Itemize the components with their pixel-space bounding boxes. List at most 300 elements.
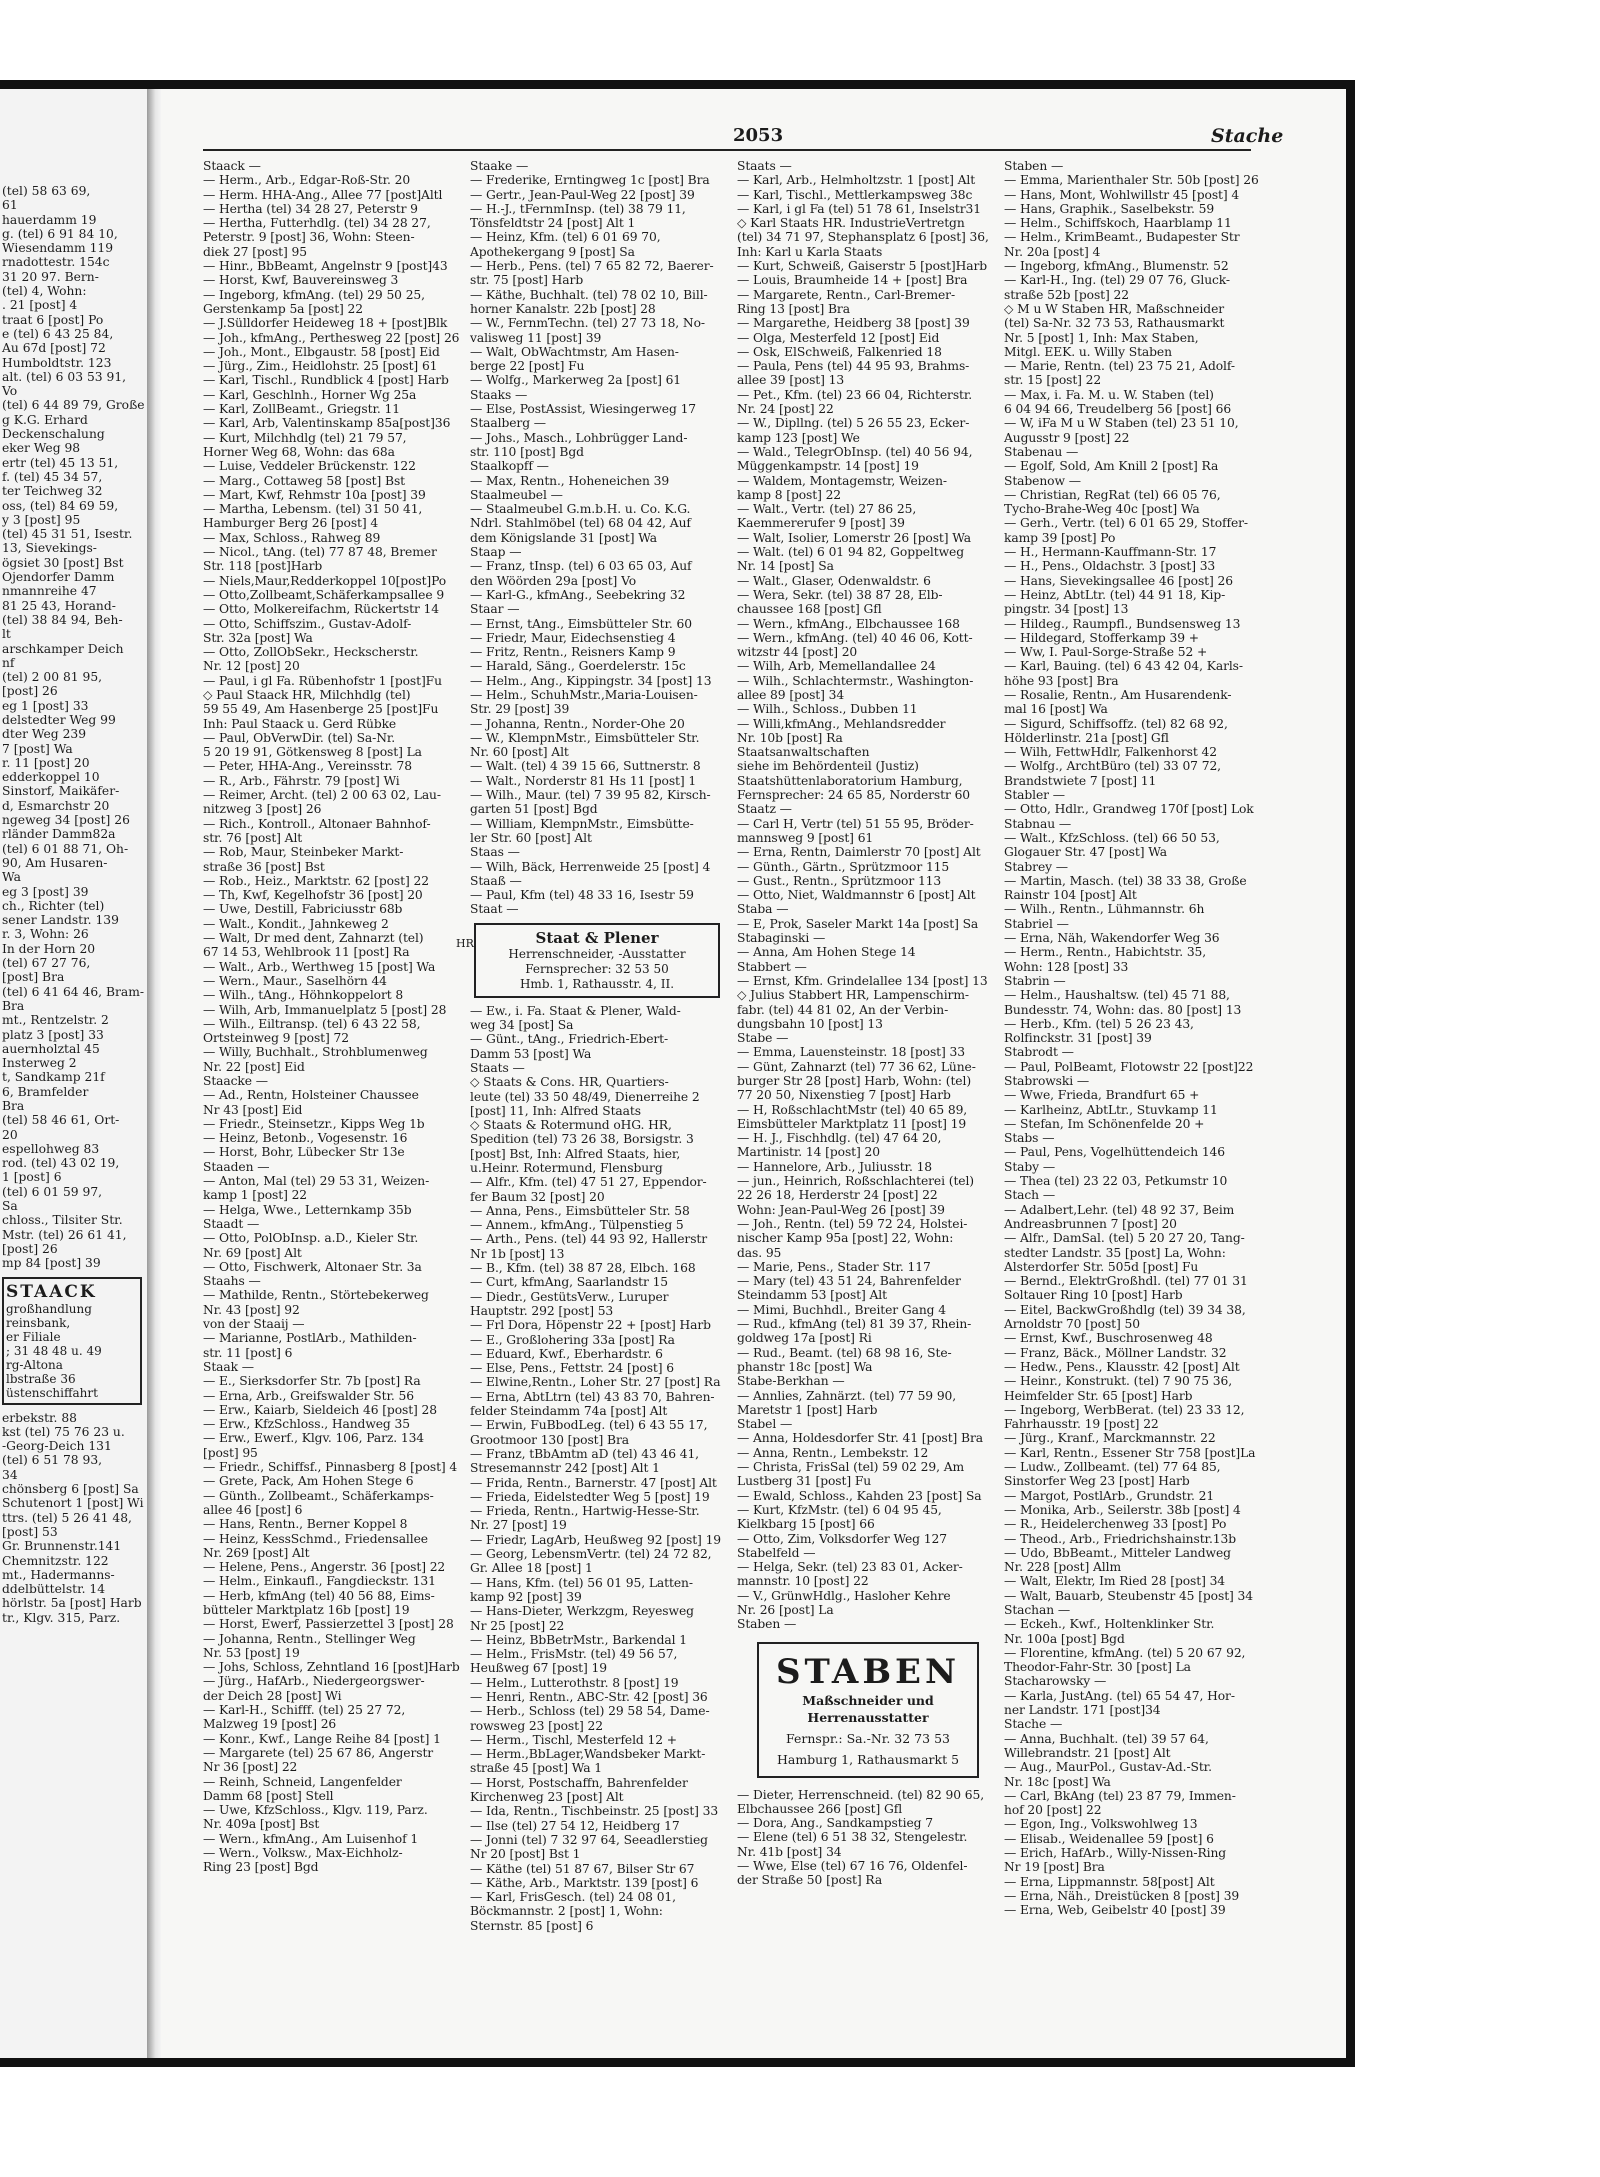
directory-entry: alt. (tel) 6 03 53 91, <box>2 369 127 384</box>
left-page-column <box>2 184 145 2044</box>
directory-entry: — Herb., Kfm. (tel) 5 26 23 43, <box>1004 1016 1194 1031</box>
hr-mark: HR <box>456 936 474 950</box>
directory-entry: — Ww, I. Paul-Sorge-Straße 52 + <box>1004 645 1208 660</box>
directory-entry: — Elisab., Weidenallee 59 [post] 6 <box>1004 1831 1214 1846</box>
directory-entry: ngeweg 34 [post] 26 <box>2 813 130 828</box>
directory-entry: Malzweg 19 [post] 26 <box>203 1717 337 1732</box>
directory-entry: 13, Sievekings- <box>2 541 97 556</box>
directory-entry: Deckenschalung <box>2 427 105 442</box>
directory-entry: Vo <box>2 384 18 399</box>
directory-entry: Nr 25 [post] 22 <box>470 1618 565 1633</box>
directory-entry: — Herm., Arb., Edgar-Roß-Str. 20 <box>203 173 411 188</box>
directory-entry: — Rud., Beamt. (tel) 68 98 16, Ste- <box>737 1345 952 1360</box>
directory-entry: — Georg, LebensmVertr. (tel) 24 72 82, <box>470 1547 712 1562</box>
directory-entry: der Straße 50 [post] Ra <box>737 1873 883 1888</box>
directory-entry: ◇ Staats & Cons. HR, Quartiers- <box>470 1075 669 1090</box>
directory-entry: Staby — <box>1004 1159 1056 1174</box>
directory-entry: Gr. Allee 18 [post] 1 <box>470 1561 593 1576</box>
directory-entry: — Aug., MaurPol., Gustav-Ad.-Str. <box>1004 1760 1212 1775</box>
directory-entry: Rainstr 104 [post] Alt <box>1004 888 1137 903</box>
directory-entry: Ring 23 [post] Bgd <box>203 1860 319 1875</box>
directory-entry: — Helm., Lutterothstr. 8 [post] 19 <box>470 1675 679 1690</box>
directory-entry: — Wolfg., Markerweg 2a [post] 61 <box>470 373 682 388</box>
directory-entry: Böckmannstr. 2 [post] 1, Wohn: <box>470 1904 663 1919</box>
directory-entry: — Eckeh., Kwf., Holtenklinker Str. <box>1004 1617 1215 1632</box>
directory-entry: Staak — <box>203 1359 254 1374</box>
directory-entry: — Nicol., tAng. (tel) 77 87 48, Bremer <box>203 545 437 560</box>
directory-entry: Wiesendamm 119 <box>2 241 114 256</box>
directory-entry: Steindamm 53 [post] Alt <box>737 1288 887 1303</box>
directory-entry: — Margot, PostlArb., Grundstr. 21 <box>1004 1488 1215 1503</box>
directory-entry: Bra <box>2 1099 25 1113</box>
directory-entry: Hauptstr. 292 [post] 53 <box>470 1303 614 1318</box>
directory-entry: Stabrey — <box>1004 859 1068 874</box>
directory-entry: (tel) 6 41 64 46, Bram- <box>2 984 145 999</box>
directory-entry: ttrs. (tel) 5 26 41 48, <box>2 1510 132 1525</box>
directory-entry: Bra <box>2 998 25 1013</box>
staat-ad-line-3: Hmb. 1, Rathausstr. 4, II. <box>519 976 675 991</box>
directory-entry: straße 45 [post] Wa 1 <box>470 1761 602 1776</box>
directory-entry: Staats — <box>737 159 792 173</box>
directory-entry: siehe im Behördenteil (Justiz) <box>737 759 919 774</box>
directory-entry: — Karl, ZollBeamt., Griegstr. 11 <box>203 402 400 417</box>
directory-entry: Augusstr 9 [post] 22 <box>1004 430 1130 445</box>
directory-entry: Staalmeubel — <box>470 487 563 502</box>
directory-entry: [post] 26 <box>2 684 58 699</box>
directory-entry: Staack — <box>203 159 261 173</box>
directory-entry: nmannreihe 47 <box>2 584 97 599</box>
directory-entry: Heimfelder Str. 65 [post] Harb <box>1004 1388 1193 1403</box>
directory-entry: — Egon, Ing., Volkswohlweg 13 <box>1004 1817 1198 1832</box>
directory-entry: Staadt — <box>203 1216 260 1231</box>
directory-entry: Kaemmererufer 9 [post] 39 <box>737 516 905 531</box>
directory-entry: Nr. 12 [post] 20 <box>203 659 300 674</box>
directory-entry: Alsterdorfer Str. 505d [post] Fu <box>1004 1259 1199 1274</box>
directory-entry: Nr 36 [post] 22 <box>203 1760 298 1775</box>
directory-entry: 7 [post] Wa <box>2 741 73 756</box>
directory-entry: — Florentine, kfmAng. (tel) 5 20 67 92, <box>1004 1645 1246 1660</box>
directory-entry: nf <box>2 655 15 670</box>
directory-entry: — Karl-H., Schifff. (tel) 25 27 72, <box>203 1703 406 1718</box>
directory-entry: — Margarete (tel) 25 67 86, Angerstr <box>203 1745 434 1760</box>
directory-entry: ; 31 48 48 u. 49 <box>6 1343 102 1358</box>
directory-entry: — jun., Heinrich, Roßschlachterei (tel) <box>737 1174 975 1189</box>
directory-entry: — Wilh, Arb, Memellandallee 24 <box>737 659 936 674</box>
directory-entry: das. 95 <box>737 1245 782 1260</box>
directory-entry: — E., Großlohering 33a [post] Ra <box>470 1332 675 1347</box>
directory-entry: str. 76 [post] Alt <box>203 830 303 845</box>
directory-entry: ter Teichweg 32 <box>2 484 103 499</box>
directory-entry: Nr. 43 [post] 92 <box>203 1302 300 1317</box>
directory-entry: Stacharowsky — <box>1004 1674 1107 1689</box>
directory-entry: burger Str 28 [post] Harb, Wohn: (tel) <box>737 1074 972 1088</box>
directory-entry: — Karl-G., kfmAng., Seebekring 32 <box>470 587 686 602</box>
directory-entry: rg-Altona <box>6 1357 63 1372</box>
directory-entry: Stabnau — <box>1004 816 1072 831</box>
directory-entry: — Franz, Bäck., Möllner Landstr. 32 <box>1004 1345 1227 1360</box>
directory-entry: Nr. 60 [post] Alt <box>470 745 569 760</box>
directory-entry: (tel) 6 51 78 93, <box>2 1453 103 1468</box>
directory-entry: diek 27 [post] 95 <box>203 244 307 259</box>
directory-entry: — Wera, Sekr. (tel) 38 87 28, Elb- <box>737 587 943 602</box>
directory-entry: — Friedr, LagArb, Heußweg 92 [post] 19 <box>470 1532 722 1547</box>
directory-entry: — Karl, Tischl., Mettlerkampsweg 38c <box>737 187 973 202</box>
directory-entry: — E, Prok, Saseler Markt 14a [post] Sa <box>737 916 979 931</box>
directory-entry: — Ernst, Kfm. Grindelallee 134 [post] 13 <box>737 973 988 988</box>
directory-entry: [post] 95 <box>203 1445 258 1460</box>
directory-entry: — Erna, Web, Geibelstr 40 [post] 39 <box>1004 1903 1226 1918</box>
left-page-entries <box>2 184 145 1271</box>
directory-entry: — Herb., Pens. (tel) 7 65 82 72, Baerer- <box>470 259 714 274</box>
directory-entry: Mstr. (tel) 26 61 41, <box>2 1227 127 1242</box>
directory-entry: Maretstr 1 [post] Harb <box>737 1402 878 1417</box>
staben-ad-line-3: Fernspr.: Sa.-Nr. 32 73 53 <box>786 1730 950 1746</box>
directory-entry: — Mary (tel) 43 51 24, Bahrenfelder <box>737 1274 961 1289</box>
directory-entry: Stabrin — <box>1004 973 1066 988</box>
directory-entry: Spedition (tel) 73 26 38, Borsigstr. 3 <box>470 1132 694 1147</box>
directory-entry: — Otto, Molkereifachm, Rückertstr 14 <box>203 602 440 617</box>
directory-entry: Tycho-Brahe-Weg 40c [post] Wa <box>1004 502 1200 517</box>
directory-entry: felder Steindamm 74a [post] Alt <box>470 1404 668 1419</box>
directory-entry: Stabaginski — <box>737 931 826 946</box>
directory-entry: — Günth., Zollbeamt., Schäferkamps- <box>203 1488 434 1503</box>
directory-entry: Stabler — <box>1004 788 1065 803</box>
directory-entry: — Karl, Arb, Valentinskamp 85a[post]36 <box>203 416 451 431</box>
directory-entry: Nr. 69 [post] Alt <box>203 1245 302 1260</box>
directory-entry: f. (tel) 45 34 57, <box>2 469 103 484</box>
directory-entry: stedter Landstr. 35 [post] La, Wohn: <box>1004 1245 1226 1260</box>
directory-entry: — Stefan, Im Schönenfelde 20 + <box>1004 1116 1205 1131</box>
directory-entry: hörlstr. 5a [post] Harb <box>2 1596 142 1611</box>
directory-entry: d, Esmarchstr 20 <box>2 798 110 813</box>
left-page-entries-tail <box>2 1411 142 1625</box>
directory-entry: — Gertr., Jean-Paul-Weg 22 [post] 39 <box>470 187 695 202</box>
directory-entry: Nr 43 [post] Eid <box>203 1102 303 1117</box>
directory-entry: — Horst, Kwf, Bauvereinsweg 3 <box>203 273 399 288</box>
directory-entry: — Margarete, Rentn., Carl-Bremer- <box>737 287 956 302</box>
staben-ad-line-4: Hamburg 1, Rathausmarkt 5 <box>776 1751 960 1767</box>
directory-entry: Mitgl. EEK. u. Willy Staben <box>1004 344 1172 359</box>
directory-entry: — Mathilde, Rentn., Störtebekerweg <box>203 1288 429 1303</box>
column-2 <box>456 159 724 2039</box>
directory-entry: — Else, Pens., Fettstr. 24 [post] 6 <box>470 1361 675 1376</box>
directory-entry: Nr. 27 [post] 19 <box>470 1518 567 1533</box>
directory-entry: — Henri, Rentn., ABC-Str. 42 [post] 36 <box>470 1689 708 1704</box>
directory-entry: Stabel — <box>737 1417 793 1432</box>
running-head: Stache <box>1211 125 1284 147</box>
directory-entry: (tel) 6 01 59 97, <box>2 1184 103 1199</box>
directory-entry: — Mimi, Buchhdl., Breiter Gang 4 <box>737 1302 946 1317</box>
directory-entry: 6, Bramfelder <box>2 1084 89 1099</box>
directory-entry: — Waldem, Montagemstr, Weizen- <box>737 473 947 488</box>
directory-entry: — Pet., Kfm. (tel) 23 66 04, Richterstr. <box>737 387 973 402</box>
directory-entry: — Staalmeubel G.m.b.H. u. Co. K.G. <box>470 502 691 517</box>
directory-entry: — Paul, ObVerwDir. (tel) Sa-Nr. <box>203 730 396 745</box>
directory-entry: — Uwe, Destill, Fabriciusstr 68b <box>203 902 403 917</box>
directory-page <box>161 89 1346 2058</box>
directory-entry: Stach — <box>1004 1188 1056 1203</box>
directory-entry: — Walt., Kondit., Jahnkeweg 2 <box>203 916 389 931</box>
directory-entry: — Margarethe, Heidberg 38 [post] 39 <box>737 316 970 331</box>
directory-entry: rowsweg 23 [post] 22 <box>470 1718 603 1733</box>
directory-entry: Arnoldstr 70 [post] 50 <box>1004 1317 1140 1332</box>
directory-entry: — W., FernmTechn. (tel) 27 73 18, No- <box>470 316 705 331</box>
directory-entry: leute (tel) 33 50 48/49, Dienerreihe 2 <box>470 1089 700 1104</box>
directory-entry: rnadottestr. 154c <box>2 255 110 270</box>
directory-entry: Staaks — <box>470 387 528 402</box>
directory-entry: — Karlheinz, AbtLtr., Stuvkamp 11 <box>1004 1102 1218 1117</box>
directory-entry: — Max, i. Fa. M. u. W. Staben (tel) <box>1004 387 1214 402</box>
directory-entry: — Johanna, Rentn., Norder-Ohe 20 <box>470 716 685 731</box>
directory-entry: — Heinz, KessSchmd., Friedensallee <box>203 1531 428 1546</box>
directory-entry: — Heinz, Betonb., Vogesenstr. 16 <box>203 1131 408 1146</box>
directory-entry: 61 <box>2 198 18 213</box>
directory-entry: — Ernst, tAng., Eimsbütteler Str. 60 <box>470 616 692 631</box>
directory-entry: höhe 93 [post] Bra <box>1004 673 1119 688</box>
directory-entry: — Rob., Heiz., Marktstr. 62 [post] 22 <box>203 873 429 888</box>
directory-entry: — E., Sierksdorfer Str. 7b [post] Ra <box>203 1374 421 1389</box>
directory-entry: — Mart, Kwf, Rehmstr 10a [post] 39 <box>203 487 426 502</box>
directory-entry: — R., Heidelerchenweg 33 [post] Po <box>1004 1517 1227 1532</box>
directory-entry: str. 75 [post] Harb <box>470 273 584 288</box>
directory-entry: Horner Weg 68, Wohn: das 68a <box>203 444 395 459</box>
directory-entry: — Hinr., BbBeamt, Angelnstr 9 [post]43 <box>203 259 448 274</box>
directory-entry: — Erna, AbtLtrn (tel) 43 83 70, Bahren- <box>470 1389 715 1404</box>
directory-entry: Hölderlinstr. 21a [post] Gfl <box>1004 730 1169 745</box>
directory-entry: — Hertha, Futterhdlg. (tel) 34 28 27, <box>203 216 431 231</box>
directory-entry: — Hans, Rentn., Berner Koppel 8 <box>203 1517 408 1532</box>
directory-entry: Soltauer Ring 10 [post] Harb <box>1004 1288 1183 1303</box>
directory-entry: — Walt, Dr med dent, Zahnarzt (tel) <box>203 931 424 946</box>
left-ad-name: STAACK <box>6 1281 97 1302</box>
directory-entry: Peterstr. 9 [post] 36, Wohn: Steen- <box>203 230 415 245</box>
directory-entry: Wa <box>2 870 21 885</box>
directory-entry: — Luise, Veddeler Brückenstr. 122 <box>203 459 416 474</box>
directory-entry: — Ilse (tel) 27 54 12, Heidberg 17 <box>470 1818 680 1833</box>
directory-entry: — Friedr., Steinsetzr., Kipps Weg 1b <box>203 1116 425 1131</box>
directory-entry: eg 3 [post] 39 <box>2 884 89 899</box>
directory-entry: — Erna, Näh., Dreistücken 8 [post] 39 <box>1004 1888 1240 1903</box>
directory-entry: — Paul, i gl Fa. Rübenhofstr 1 [post]Fu <box>203 673 442 688</box>
directory-entry: — Reimer, Archt. (tel) 2 00 63 02, Lau- <box>203 788 441 803</box>
directory-entry: — Jürg., Zim., Heidlohstr. 25 [post] 61 <box>203 359 438 374</box>
directory-entry: — Karla, JustAng. (tel) 65 54 47, Hor- <box>1004 1688 1235 1703</box>
directory-entry: — Dora, Ang., Sandkampstieg 7 <box>737 1816 933 1831</box>
directory-entry: — Erna, Arb., Greifswalder Str. 56 <box>203 1388 414 1403</box>
directory-entry: — Udo, BbBeamt., Mitteler Landweg <box>1004 1545 1231 1560</box>
directory-entry: — Anna, Buchhalt. (tel) 39 57 64, <box>1004 1731 1209 1746</box>
directory-entry: — Wwe, Frieda, Brandfurt 65 + <box>1004 1088 1200 1103</box>
directory-entry: Staatz — <box>737 802 792 817</box>
directory-entry: Schutenort 1 [post] Wi <box>2 1496 144 1511</box>
directory-entry: Wohn: Jean-Paul-Weg 26 [post] 39 <box>737 1202 945 1217</box>
directory-entry: -Georg-Deich 131 <box>2 1439 112 1454</box>
directory-entry: — Karl, Bauing. (tel) 6 43 42 04, Karls- <box>1004 659 1243 674</box>
directory-entry: — Karl, Geschlnh., Horner Wg 25a <box>203 387 417 402</box>
directory-entry: — Adalbert,Lehr. (tel) 48 92 37, Beim <box>1004 1202 1235 1217</box>
directory-entry: — Karl, i gl Fa (tel) 51 78 61, Inselstr31 <box>737 201 981 216</box>
directory-entry: — Peter, HHA-Ang., Vereinsstr. 78 <box>203 759 412 774</box>
directory-entry: — Franz, tBbAmtm aD (tel) 43 46 41, <box>470 1446 699 1461</box>
directory-entry: — Annlies, Zahnärzt. (tel) 77 59 90, <box>737 1388 957 1403</box>
directory-entry: — J.Sülldorfer Heideweg 18 + [post]Blk <box>203 316 448 331</box>
directory-entry: Staar — <box>470 602 520 617</box>
directory-entry: — Joh., kfmAng., Perthesweg 22 [post] 26 <box>203 330 460 345</box>
directory-entry: Kirchenweg 23 [post] Alt <box>470 1790 624 1805</box>
directory-entry: — Paul, Pens, Vogelhüttendeich 146 <box>1004 1145 1225 1160</box>
directory-entry: Str. 29 [post] 39 <box>470 702 570 717</box>
directory-entry: kst (tel) 75 76 23 u. <box>2 1424 125 1439</box>
directory-entry: — Erna, Rentn, Daimlerstr 70 [post] Alt <box>737 845 981 860</box>
directory-entry: — William, KlempnMstr., Eimsbütte- <box>470 816 694 831</box>
directory-entry: fer Baum 32 [post] 20 <box>470 1189 605 1204</box>
directory-entry: — Kurt, Schweiß, Gaiserstr 5 [post]Harb <box>737 259 988 274</box>
directory-entry: Sinstorfer Weg 23 [post] Harb <box>1004 1474 1190 1489</box>
directory-entry: — Hans, Sievekingsallee 46 [post] 26 <box>1004 573 1233 588</box>
directory-entry: — Hildeg., Raumpfl., Bundsensweg 13 <box>1004 616 1241 631</box>
directory-entry: weg 34 [post] Sa <box>470 1018 574 1033</box>
directory-entry: — Walt., Arb., Werthweg 15 [post] Wa <box>203 959 436 974</box>
directory-entry: — Friedr, Maur, Eidechsenstieg 4 <box>470 630 676 645</box>
directory-entry: — B., Kfm. (tel) 38 87 28, Elbch. 168 <box>470 1261 696 1276</box>
page-number: 2053 <box>733 125 784 146</box>
directory-entry: Elbchaussee 266 [post] Gfl <box>737 1801 903 1816</box>
directory-entry: — Hans-Dieter, Werkzgm, Reyesweg <box>470 1604 694 1619</box>
directory-entry: Staap — <box>470 545 522 560</box>
directory-entry: — Helm., Einkaufl., Fangdieckstr. 131 <box>203 1574 436 1589</box>
directory-entry: — Thea (tel) 23 22 03, Petkumstr 10 <box>1004 1174 1228 1189</box>
directory-entry: — Marie, Rentn. (tel) 23 75 21, Adolf- <box>1004 359 1235 374</box>
staat-plener-ad <box>456 923 720 998</box>
directory-entry: — Hans, Kfm. (tel) 56 01 95, Latten- <box>470 1575 693 1590</box>
left-page-fragment <box>0 89 147 2058</box>
directory-entry: — Alfr., Kfm. (tel) 47 51 27, Eppendor- <box>470 1175 707 1190</box>
directory-entry: — Johanna, Rentn., Stellinger Weg <box>203 1631 416 1646</box>
directory-entry: — H, RoßschlachtMstr (tel) 40 65 89, <box>737 1102 968 1117</box>
directory-entry: eker Weg 98 <box>2 441 81 456</box>
directory-entry: Sternstr. 85 [post] 6 <box>470 1918 594 1933</box>
directory-entry: Brandstwiete 7 [post] 11 <box>1004 773 1157 788</box>
directory-entry: mannsweg 9 [post] 61 <box>737 830 874 845</box>
staat-ad-line-1: Herrenschneider, -Ausstatter <box>508 946 686 961</box>
directory-entry: goldweg 17a [post] Ri <box>737 1331 872 1346</box>
directory-entry: — Otto, Zim, Volksdorfer Weg 127 <box>737 1531 947 1546</box>
directory-entry: — Konr., Kwf., Lange Reihe 84 [post] 1 <box>203 1731 441 1746</box>
directory-entry: Str. 32a [post] Wa <box>203 630 313 645</box>
directory-entry: — Marg., Cottaweg 58 [post] Bst <box>203 473 405 488</box>
directory-entry: (tel) 58 63 69, <box>2 184 91 198</box>
directory-entry: straße 36 [post] Bst <box>203 859 325 874</box>
directory-entry: — Heinz, Kfm. (tel) 6 01 69 70, <box>470 230 661 245</box>
directory-entry: — Walt, Isolier, Lomerstr 26 [post] Wa <box>737 530 971 545</box>
directory-entry: — Otto, Hdlr., Grandweg 170f [post] Lok <box>1004 802 1254 817</box>
directory-entry: — Ludw., Zollbeamt. (tel) 77 64 85, <box>1004 1460 1221 1475</box>
directory-entry: — Otto, Niet, Waldmannstr 6 [post] Alt <box>737 888 976 903</box>
directory-entry: Hamburger Berg 26 [post] 4 <box>203 516 379 531</box>
directory-entry: — Wilh, Arb, Immanuelplatz 5 [post] 28 <box>203 1002 447 1017</box>
directory-entry: Staatsanwaltschaften <box>737 745 870 760</box>
directory-entry: hof 20 [post] 22 <box>1004 1803 1102 1818</box>
directory-entry: — Karl, Arb., Helmholtzstr. 1 [post] Alt <box>737 173 976 188</box>
directory-entry: u.Heinr. Rotermund, Flensburg <box>470 1161 663 1175</box>
directory-entry: — Rud., kfmAng (tel) 81 39 37, Rhein- <box>737 1317 972 1332</box>
directory-entry: — Curt, kfmAng, Saarlandstr 15 <box>470 1275 669 1290</box>
directory-entry: (tel) 34 71 97, Stephansplatz 6 [post] 36, <box>737 230 989 245</box>
directory-entry: — Grete, Pack, Am Hohen Stege 6 <box>203 1474 414 1489</box>
directory-entry: — Wilh., Eiltransp. (tel) 6 43 22 58, <box>203 1016 421 1031</box>
directory-entry: — Heinz, BbBetrMstr., Barkendal 1 <box>470 1632 687 1647</box>
directory-entry: — Otto, ZollObSekr., Heckscherstr. <box>203 645 419 660</box>
directory-entry: — Walt., Norderstr 81 Hs 11 [post] 1 <box>470 773 697 788</box>
directory-entry: kamp 39 [post] Po <box>1004 530 1116 545</box>
directory-entry: — Anna, Am Hohen Stege 14 <box>737 945 916 960</box>
directory-entry: — Rosalie, Rentn., Am Husarendenk- <box>1004 687 1232 702</box>
directory-entry: mt., Hadermanns- <box>2 1567 115 1582</box>
directory-entry: ddelbüttelstr. 14 <box>2 1582 106 1597</box>
directory-entry: — Ingeborg, kfmAng. (tel) 29 50 25, <box>203 287 425 302</box>
staben-ad-name: STABEN <box>775 1651 961 1692</box>
directory-entry: Eimsbütteler Marktplatz 11 [post] 19 <box>737 1116 967 1131</box>
scan-edge-right <box>1346 80 1355 2067</box>
directory-entry: straße 52b [post] 22 <box>1004 287 1129 302</box>
directory-entry: ner Landstr. 171 [post]34 <box>1004 1703 1161 1718</box>
directory-entry: lbstraße 36 <box>6 1371 76 1386</box>
directory-entry: arschkamper Deich <box>2 641 124 656</box>
directory-entry: Andreasbrunnen 7 [post] 20 <box>1004 1216 1177 1231</box>
directory-entry: — Christa, FrisSal (tel) 59 02 29, Am <box>737 1460 965 1475</box>
directory-entry: Nr. 53 [post] 19 <box>203 1645 300 1660</box>
directory-entry: — Erna, Näh, Wakendorfer Weg 36 <box>1004 931 1220 946</box>
directory-entry: — Carl H, Vertr (tel) 51 55 95, Bröder- <box>737 816 974 831</box>
directory-entry: — Frederike, Erntingweg 1c [post] Bra <box>470 173 710 188</box>
directory-entry: — Th, Kwf, Kegelhofstr 36 [post] 20 <box>203 888 423 903</box>
directory-entry: — Gust., Rentn., Sprützmoor 113 <box>737 873 942 888</box>
directory-entry: — Louis, Braumheide 14 + [post] Bra <box>737 273 968 288</box>
directory-entry: Str. 118 [post]Harb <box>203 559 323 574</box>
directory-entry: — Harald, Säng., Goerdelerstr. 15c <box>470 659 686 674</box>
directory-entry: Stabbert — <box>737 959 807 974</box>
directory-entry: berge 22 [post] Fu <box>470 359 585 374</box>
directory-entry: Inh: Karl u Karla Staats <box>737 244 883 259</box>
directory-entry: — Reinh, Schneid, Langenfelder <box>203 1774 402 1789</box>
directory-entry: (tel) 58 46 61, Ort- <box>2 1113 120 1128</box>
directory-entry: nischer Kamp 95a [post] 22, Wohn: <box>737 1231 954 1246</box>
directory-entry: — Wilh., Maur. (tel) 7 39 95 82, Kirsch- <box>470 788 711 803</box>
directory-entry: 20 <box>2 1127 18 1142</box>
directory-entry: — Herm., Tischl, Mesterfeld 12 + <box>470 1732 677 1747</box>
column-1-entries <box>203 159 460 1875</box>
column-3-entries-tail <box>737 1788 991 1888</box>
directory-entry: — Paula, Pens (tel) 44 95 93, Brahms- <box>737 359 970 374</box>
directory-entry: — Walt., KfzSchloss. (tel) 66 50 53, <box>1004 830 1220 845</box>
directory-entry: platz 3 [post] 33 <box>2 1027 104 1042</box>
directory-entry: Nr. 20a [post] 4 <box>1004 244 1101 259</box>
staben-ad-line-2: Herrenausstatter <box>807 1709 929 1725</box>
directory-entry: — Emma, Lauensteinstr. 18 [post] 33 <box>737 1045 965 1060</box>
directory-entry: — R., Arb., Fährstr. 79 [post] Wi <box>203 773 400 788</box>
directory-entry: Stachan — <box>1004 1602 1071 1617</box>
directory-entry: — Max, Schloss., Rahweg 89 <box>203 530 381 545</box>
directory-entry: Staas — <box>470 845 520 860</box>
directory-entry: — Walt., Vertr. (tel) 27 86 25, <box>737 502 917 517</box>
directory-entry: — Walt, ObWachtmstr, Am Hasen- <box>470 344 679 359</box>
directory-entry: Wohn: 128 [post] 33 <box>1004 959 1129 974</box>
directory-entry: Nr 1b [post] 13 <box>470 1246 565 1261</box>
directory-entry: dter Weg 239 <box>2 727 87 742</box>
directory-entry: — Anna, Holdesdorfer Str. 41 [post] Bra <box>737 1431 984 1446</box>
directory-entry: 22 26 18, Herderstr 24 [post] 22 <box>737 1188 938 1203</box>
directory-entry: — Wilh, Bäck, Herrenweide 25 [post] 4 <box>470 859 711 874</box>
